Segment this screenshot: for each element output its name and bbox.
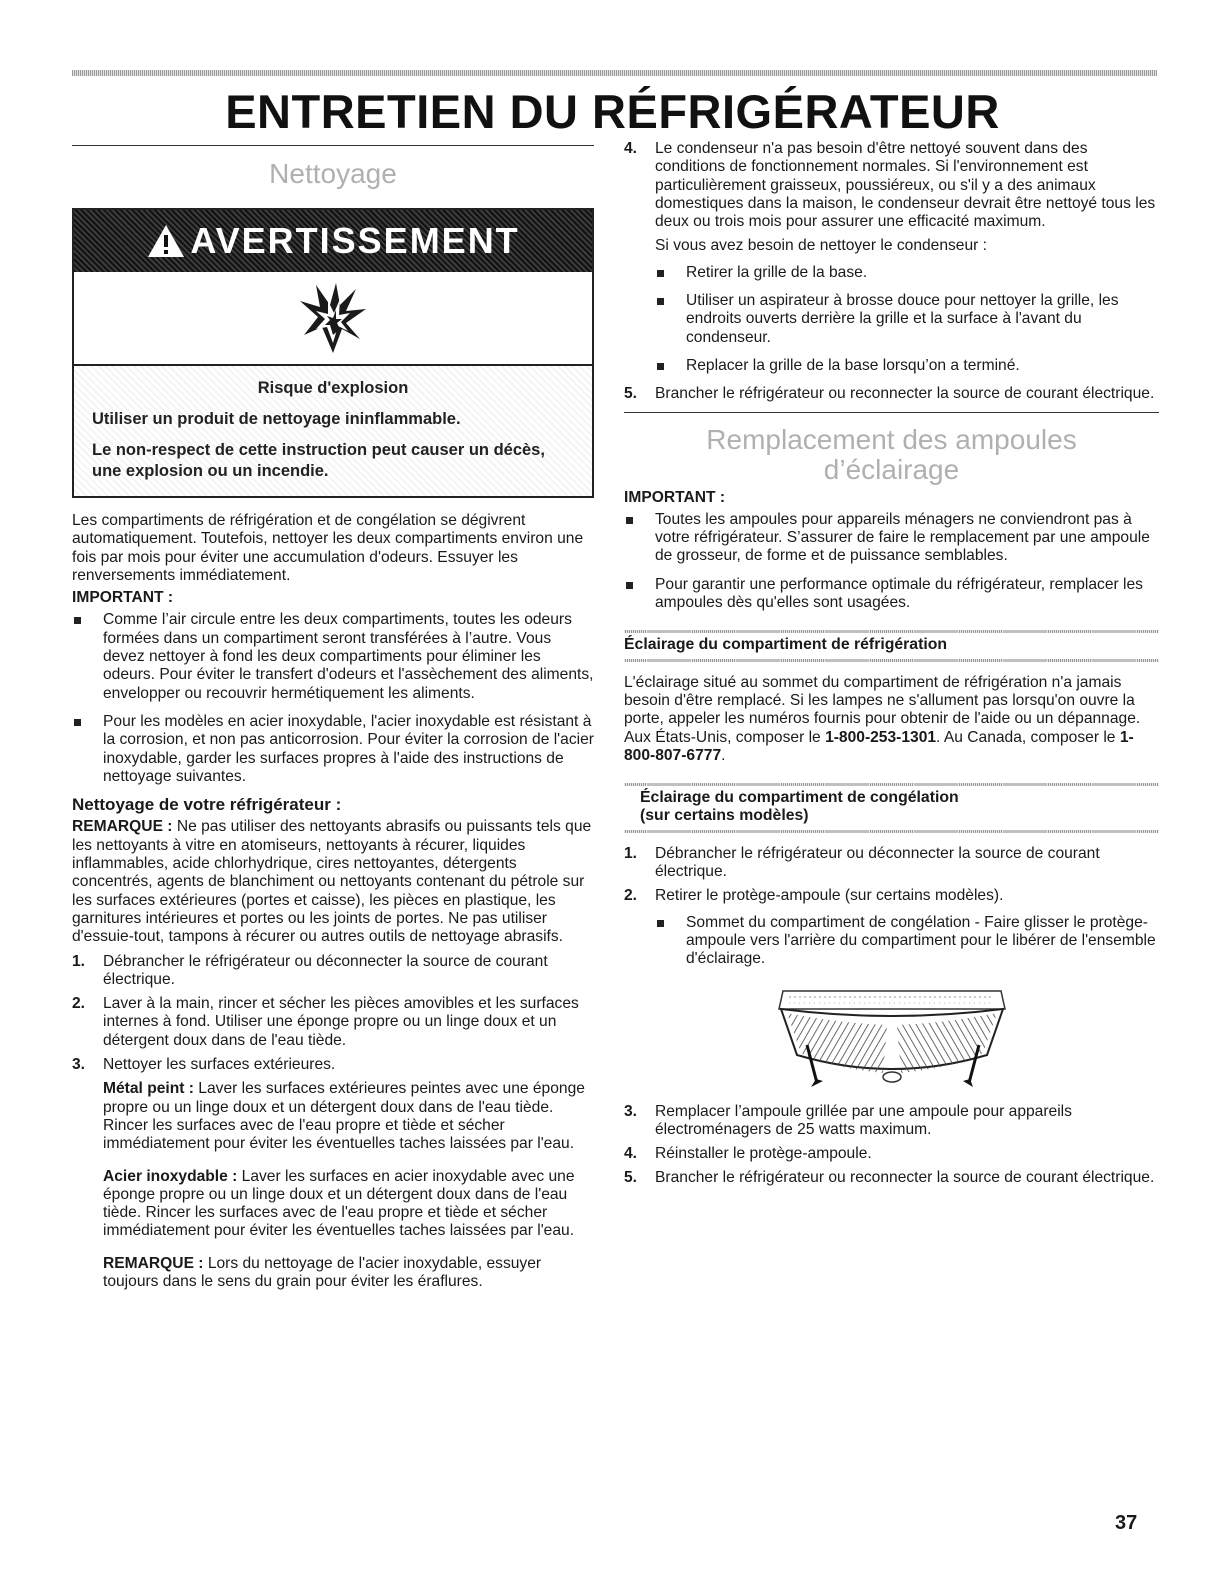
stainless-label: Acier inoxydable : bbox=[103, 1167, 238, 1185]
section-rule bbox=[72, 145, 594, 146]
step-text: Remplacer l’ampoule grillée par une ampoule pour appareils électroménagers de 25 watts maximum. bbox=[655, 1102, 1072, 1138]
list-item: Sommet du compartiment de congélation - Faire glisser le protège-ampoule vers l'arrière du compartiment pour le libérer de l'ensemble d'éclairage. bbox=[655, 914, 1159, 969]
step-number: 4. bbox=[624, 1145, 638, 1163]
freezer-light-heading-line: (sur certains modèles) bbox=[640, 807, 809, 825]
step-item bbox=[624, 140, 1159, 375]
step-text: Brancher le réfrigérateur ou reconnecter la source de courant électrique. bbox=[655, 385, 1155, 403]
warning-banner-label: AVERTISSEMENT bbox=[190, 219, 520, 261]
step-item bbox=[72, 1056, 594, 1291]
painted-metal-paragraph bbox=[103, 1080, 594, 1153]
warning-text bbox=[74, 366, 592, 496]
freezer-light-heading bbox=[624, 783, 1159, 833]
step-item bbox=[624, 1103, 1159, 1140]
warning-triangle-icon bbox=[146, 223, 186, 259]
step-item bbox=[624, 887, 1159, 968]
step-item bbox=[72, 995, 594, 1050]
step-number: 5. bbox=[624, 1169, 638, 1187]
list-item: Pour les modèles en acier inoxydable, l'acier inoxydable est résistant à la corrosion, et non pas anticorrosion. Pour éviter la corrosion de l'acier inoxydable, garder les surfaces propres à l'aide des instructions de nettoyage suivantes. bbox=[72, 713, 594, 786]
step-item bbox=[72, 953, 594, 990]
step-text: Débrancher le réfrigérateur ou déconnecter la source de courant électrique. bbox=[655, 844, 1100, 881]
step-number: 1. bbox=[72, 952, 86, 970]
step-item bbox=[624, 845, 1159, 882]
step-text: Brancher le réfrigérateur ou reconnecter la source de courant électrique. bbox=[655, 1169, 1155, 1187]
stainless-note bbox=[103, 1255, 594, 1292]
list-item: Pour garantir une performance optimale du réfrigérateur, remplacer les ampoules dès qu'elles sont usagées. bbox=[624, 576, 1159, 613]
condenser-steps bbox=[624, 140, 1159, 404]
warning-banner bbox=[74, 210, 592, 272]
top-rule bbox=[72, 70, 1157, 76]
list-item: Retirer la grille de la base. bbox=[655, 264, 1159, 282]
painted-metal-label: Métal peint : bbox=[103, 1080, 194, 1098]
stainless-paragraph bbox=[103, 1168, 594, 1241]
fridge-light-paragraph bbox=[624, 674, 1159, 765]
bulb-important-list bbox=[624, 511, 1159, 612]
freezer-steps bbox=[624, 845, 1159, 969]
painted-metal-text: Laver les surfaces extérieures peintes avec une éponge propre ou un linge doux et un détergent doux dans de l'eau tiède. Rincer les surfaces avec de l'eau propre et tiède et sécher immédiatement pour éviter les éventuelles taches laissées par l'eau. bbox=[103, 1080, 585, 1153]
important-list bbox=[72, 611, 594, 786]
step-number: 3. bbox=[624, 1102, 638, 1120]
section-heading-line: d’éclairage bbox=[823, 453, 960, 485]
step-item bbox=[624, 385, 1159, 403]
step-item bbox=[624, 1145, 1159, 1163]
fridge-light-text: . bbox=[721, 746, 726, 764]
important-label: IMPORTANT : bbox=[72, 589, 174, 607]
warning-image-area bbox=[74, 272, 592, 366]
warning-consequence: Le non-respect de cette instruction peut causer un décès, une explosion ou un incendie. bbox=[92, 441, 545, 480]
page-title: ENTRETIEN DU RÉFRIGÉRATEUR bbox=[225, 85, 1000, 138]
list-item: Replacer la grille de la base lorsqu’on a terminé. bbox=[655, 357, 1159, 375]
section-rule bbox=[624, 412, 1159, 413]
fridge-light-text: L'éclairage situé au sommet du compartiment de réfrigération n'a jamais besoin d'être remplacé. Si les lampes ne s'allument pas lorsqu'on ouvre la porte, appeler les numéros fournis pour obtenir de l'aide ou un dépannage. Aux États-Unis, composer le bbox=[624, 673, 1141, 746]
light-shield-illustration bbox=[767, 983, 1017, 1093]
explosion-icon bbox=[298, 283, 368, 353]
cleaning-steps bbox=[72, 953, 594, 1292]
cleaning-subheading: Nettoyage de votre réfrigérateur : bbox=[72, 795, 342, 815]
note-label: REMARQUE : bbox=[103, 1254, 204, 1272]
list-item: Utiliser un aspirateur à brosse douce pour nettoyer la grille, les endroits ouverts derrière la grille et la surface à l'avant du condenseur. bbox=[655, 292, 1159, 347]
cleaning-intro: Les compartiments de réfrigération et de congélation se dégivrent automatiquement. Toutefois, nettoyer les deux compartiments environ une fois par mois pour éviter une accumulation d'odeurs. Essuyer les renversements immédiatement. bbox=[72, 512, 584, 584]
step-number: 2. bbox=[624, 887, 638, 905]
section-heading-line: Remplacement des ampoules bbox=[706, 423, 1077, 455]
warning-instruction: Utiliser un produit de nettoyage ininflammable. bbox=[92, 410, 461, 428]
list-item: Toutes les ampoules pour appareils ménagers ne conviendront pas à votre réfrigérateur. S’assurer de faire le remplacement par une ampoule de grosseur, de forme et de puissance semblables. bbox=[624, 511, 1159, 566]
step-text: Le condenseur n'a pas besoin d'être nettoyé souvent dans des conditions de fonctionnement normales. Si l'environnement est particulièrement graisseux, poussiéreux, ou s'il y a des animaux domestiques dans la maison, le condenseur devrait être nettoyé tous les deux ou trois mois pour assurer une efficacité maximum. bbox=[655, 140, 1156, 231]
left-column bbox=[72, 145, 594, 1297]
freezer-sub-list bbox=[655, 914, 1159, 969]
section-heading-bulbs bbox=[624, 425, 1159, 485]
freezer-steps-continued bbox=[624, 1103, 1159, 1188]
step-number: 2. bbox=[72, 995, 86, 1013]
fridge-light-text: . Au Canada, composer le bbox=[936, 728, 1120, 746]
step-text: Laver à la main, rincer et sécher les pièces amovibles et les surfaces internes à fond. Utiliser une éponge propre ou un linge doux et un détergent doux dans de l'eau tiède. bbox=[103, 995, 579, 1049]
step-number: 1. bbox=[624, 844, 638, 862]
step-text: Réinstaller le protège-ampoule. bbox=[655, 1145, 872, 1163]
step-text: Débrancher le réfrigérateur ou déconnecter la source de courant électrique. bbox=[103, 952, 548, 988]
lamp-cover-illustration bbox=[624, 983, 1159, 1093]
right-column bbox=[624, 140, 1159, 1194]
stainless-text: Laver les surfaces en acier inoxydable avec une éponge propre ou un linge doux et un détergent doux dans de l'eau tiède. Rincer les surfaces avec de l'eau propre et tiède et sécher immédiatement pour éviter les éventuelles taches laissées par l'eau. bbox=[103, 1167, 575, 1240]
freezer-light-heading-line: Éclairage du compartiment de congélation bbox=[640, 789, 959, 807]
step-number: 4. bbox=[624, 140, 638, 157]
step-text: Retirer le protège-ampoule (sur certains modèles). bbox=[655, 887, 1004, 905]
important-label: IMPORTANT : bbox=[624, 488, 726, 506]
note-text: Lors du nettoyage de l'acier inoxydable, essuyer toujours dans le sens du grain pour éviter les éraflures. bbox=[103, 1254, 542, 1290]
section-heading-cleaning: Nettoyage bbox=[269, 158, 397, 189]
phone-number-canada: 1-800-807-6777 bbox=[624, 728, 1134, 764]
note-abrasives bbox=[72, 818, 594, 946]
list-item: Comme l’air circule entre les deux compartiments, toutes les odeurs formées dans un compartiment seront transférées à l’autre. Vous devez nettoyer à fond les deux compartiments pour éliminer les odeurs. Pour éviter le transfert d'odeurs et l'assèchement des aliments, envelopper ou recouvrir hermétiquement les aliments. bbox=[72, 611, 594, 702]
note-label: REMARQUE : bbox=[72, 818, 173, 836]
fridge-light-heading: Éclairage du compartiment de réfrigération bbox=[624, 636, 948, 654]
phone-number-us: 1-800-253-1301 bbox=[825, 728, 937, 746]
step-number: 5. bbox=[624, 385, 638, 403]
step-item bbox=[624, 1169, 1159, 1187]
step-number: 3. bbox=[72, 1056, 86, 1074]
step-text: Nettoyer les surfaces extérieures. bbox=[103, 1056, 336, 1074]
note-text: Ne pas utiliser des nettoyants abrasifs ou puissants tels que les nettoyants à vitre en atomiseurs, nettoyants à récurer, liquides inflammables, acide chlorhydrique, cires nettoyantes, détergents concentrés, agents de blanchiment ou nettoyants contenant du pétrole sur les surfaces extérieures (portes et caisse), les pièces en plastique, les garnitures intérieures et portes ou les joints de portes. Ne pas utiliser d'essuie-tout, tampons à récurer ou autres outils de nettoyage abrasifs. bbox=[72, 818, 592, 946]
warning-risk: Risque d'explosion bbox=[257, 379, 409, 397]
page-number: 37 bbox=[1115, 1512, 1138, 1534]
condenser-subintro: Si vous avez besoin de nettoyer le condenseur : bbox=[655, 237, 988, 255]
condenser-list bbox=[655, 264, 1159, 375]
warning-box bbox=[72, 208, 594, 498]
